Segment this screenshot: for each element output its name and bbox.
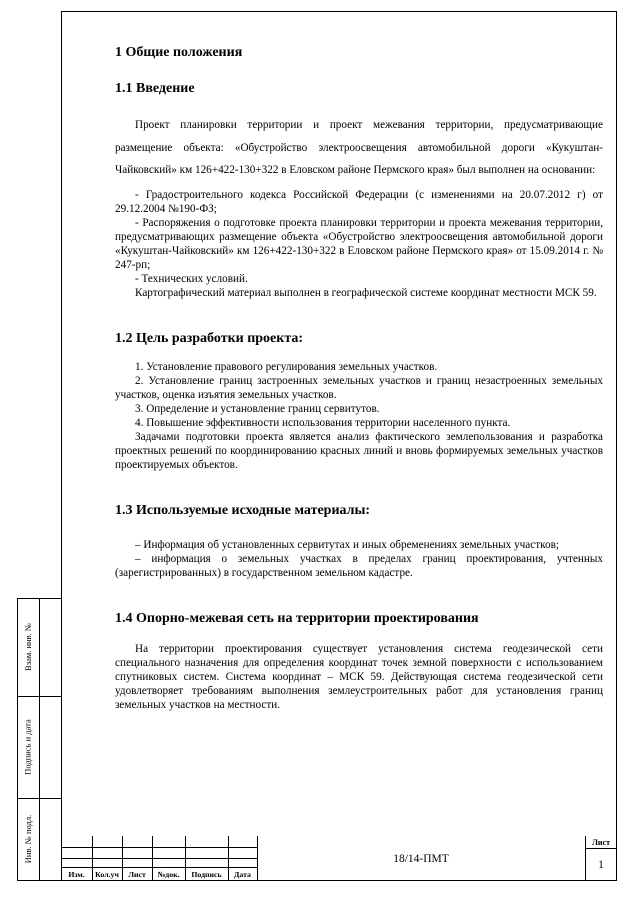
col-header-sheet: Лист bbox=[128, 869, 146, 879]
side-stamp-line bbox=[17, 880, 61, 881]
side-stamp bbox=[17, 598, 61, 881]
basis-item-3: - Технических условий. bbox=[135, 272, 248, 285]
signature-date-label: Подпись и дата bbox=[23, 719, 34, 775]
col-header-qty: Кол.уч bbox=[95, 869, 119, 879]
survey-network-paragraph: На территории проектирования существует установления система геодезической сети специального назначения для определения координат точек земной поверхности с использованием спутниковых систем. Система координат – МСК 59. Действующая система геодезической сети удовлетворяет требованиям выполнения землеустроительных работ для установления границ земельных участков на местности. bbox=[115, 642, 603, 711]
goal-item-2: 2. Установление границ застроенных земельных участков и границ незастроенных земельных участков, оценка изъятия земельных участков. bbox=[115, 374, 603, 401]
col-header-signature: Подпись bbox=[191, 869, 222, 879]
document-body bbox=[115, 44, 603, 712]
col-header-date: Дата bbox=[234, 869, 251, 879]
source-item-2: – информация о земельных участках в пределах границ проектирования, учтенных (зарегистрированных) в государственном земельном кадастре. bbox=[115, 552, 603, 579]
goal-item-1: 1. Установление правового регулирования земельных участков. bbox=[135, 360, 438, 373]
heading-survey-network: 1.4 Опорно-межевая сеть на территории проектирования bbox=[115, 610, 479, 626]
basis-item-2: - Распоряжения о подготовке проекта планировки территории и проекта межевания территории, предусматривающих размещение объекта «Обустройство электроосвещения автомобильной дороги «Кукуштан-Чайковский» км 126+422-130+322 в Еловском районе Пермского края» от 15.09.2014 г. № 247-рп; bbox=[115, 216, 603, 271]
heading-source-materials: 1.3 Используемые исходные материалы: bbox=[115, 502, 371, 518]
goal-tasks-paragraph: Задачами подготовки проекта является анализ фактического землепользования и разработка проектных решений по координированию красных линий и вновь формируемых земельных участков проектируемых объектов. bbox=[115, 430, 603, 471]
goal-item-4: 4. Повышение эффективности использования территории населенного пункта. bbox=[135, 416, 511, 429]
col-header-change: Изм. bbox=[68, 869, 85, 879]
cartography-paragraph: Картографический материал выполнен в географической системе координат местности МСК 59. bbox=[135, 286, 597, 299]
basis-item-1: - Градостроительного кодекса Российской Федерации (с изменениями на 20.07.2012 г) от 29.12.2004 №190-ФЗ; bbox=[115, 188, 603, 215]
original-inventory-label: Инв. № подл. bbox=[23, 814, 33, 864]
title-block bbox=[61, 836, 617, 881]
section-heading-general: 1 Общие положения bbox=[115, 45, 243, 60]
goal-item-3: 3. Определение и установление границ сервитутов. bbox=[135, 402, 380, 415]
source-item-1: – Информация об установленных сервитутах и иных обременениях земельных участков; bbox=[135, 538, 559, 551]
intro-paragraph: Проект планировки территории и проект межевания территории, предусматривающие размещение объекта: «Обустройство электроосвещения автомобильной дороги «Кукуштан-Чайковский» км 126+422-130+322 в Еловском районе Пермского края» был выполнен на основании: bbox=[115, 119, 603, 176]
replaces-inventory-label: Взам. инв. № bbox=[23, 623, 33, 671]
heading-project-goal: 1.2 Цель разработки проекта: bbox=[115, 330, 304, 346]
col-header-doc-number: №док. bbox=[157, 869, 180, 879]
sheet-number: 1 bbox=[598, 858, 604, 871]
heading-introduction: 1.1 Введение bbox=[115, 81, 195, 96]
document-code: 18/14-ПМТ bbox=[393, 852, 449, 865]
side-stamp-line bbox=[39, 598, 40, 881]
sheet-label: Лист bbox=[591, 837, 611, 847]
